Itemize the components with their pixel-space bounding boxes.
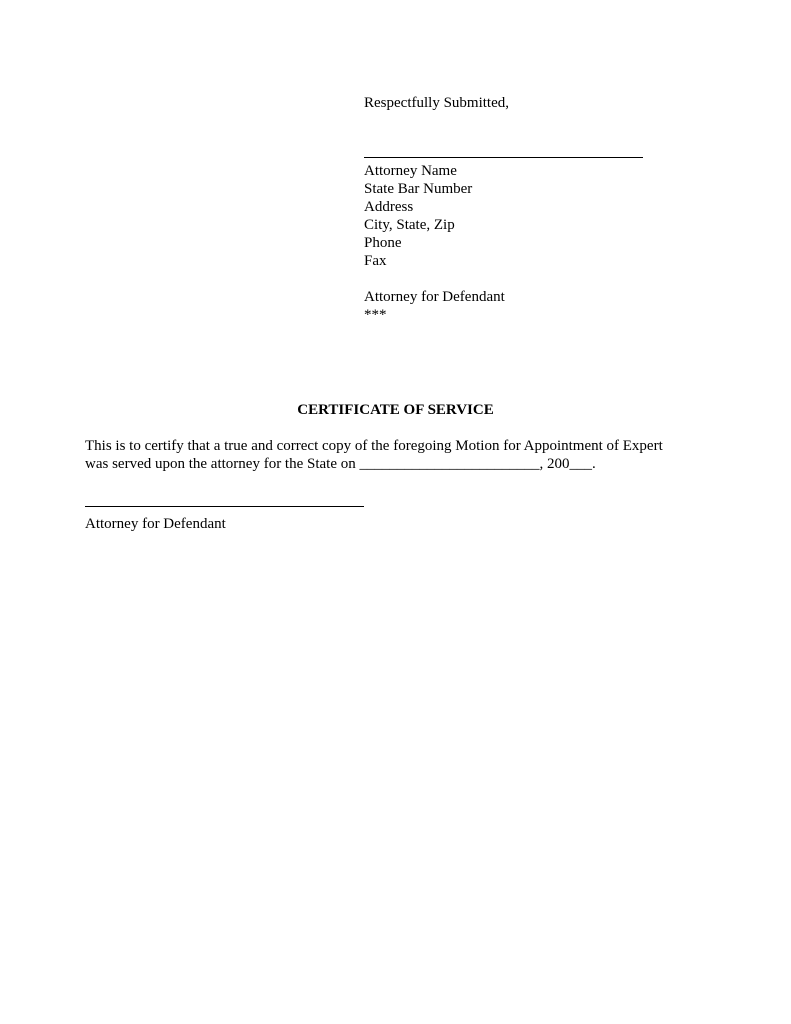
certificate-body (85, 437, 705, 473)
signature-block (364, 94, 664, 324)
signature-line (364, 157, 643, 158)
attorney-name: Attorney Name (364, 163, 457, 179)
fax: Fax (364, 253, 387, 269)
certificate-line-2: was served upon the attorney for the State on ________________________, 200___. (85, 456, 596, 472)
closing-text: Respectfully Submitted, (364, 95, 509, 111)
certificate-signer-label: Attorney for Defendant (85, 516, 226, 532)
state-bar-number: State Bar Number (364, 181, 473, 197)
city-state-zip: City, State, Zip (364, 217, 455, 233)
certificate-signature-line (85, 506, 364, 507)
phone: Phone (364, 235, 402, 251)
marker-text: *** (364, 307, 387, 323)
certificate-title: CERTIFICATE OF SERVICE (297, 402, 494, 418)
spacer (364, 270, 664, 288)
certificate-line-1: This is to certify that a true and correct copy of the foregoing Motion for Appointment of Expert (85, 438, 663, 454)
address: Address (364, 199, 414, 215)
certificate-signature (85, 490, 385, 533)
attorney-role: Attorney for Defendant (364, 289, 505, 305)
